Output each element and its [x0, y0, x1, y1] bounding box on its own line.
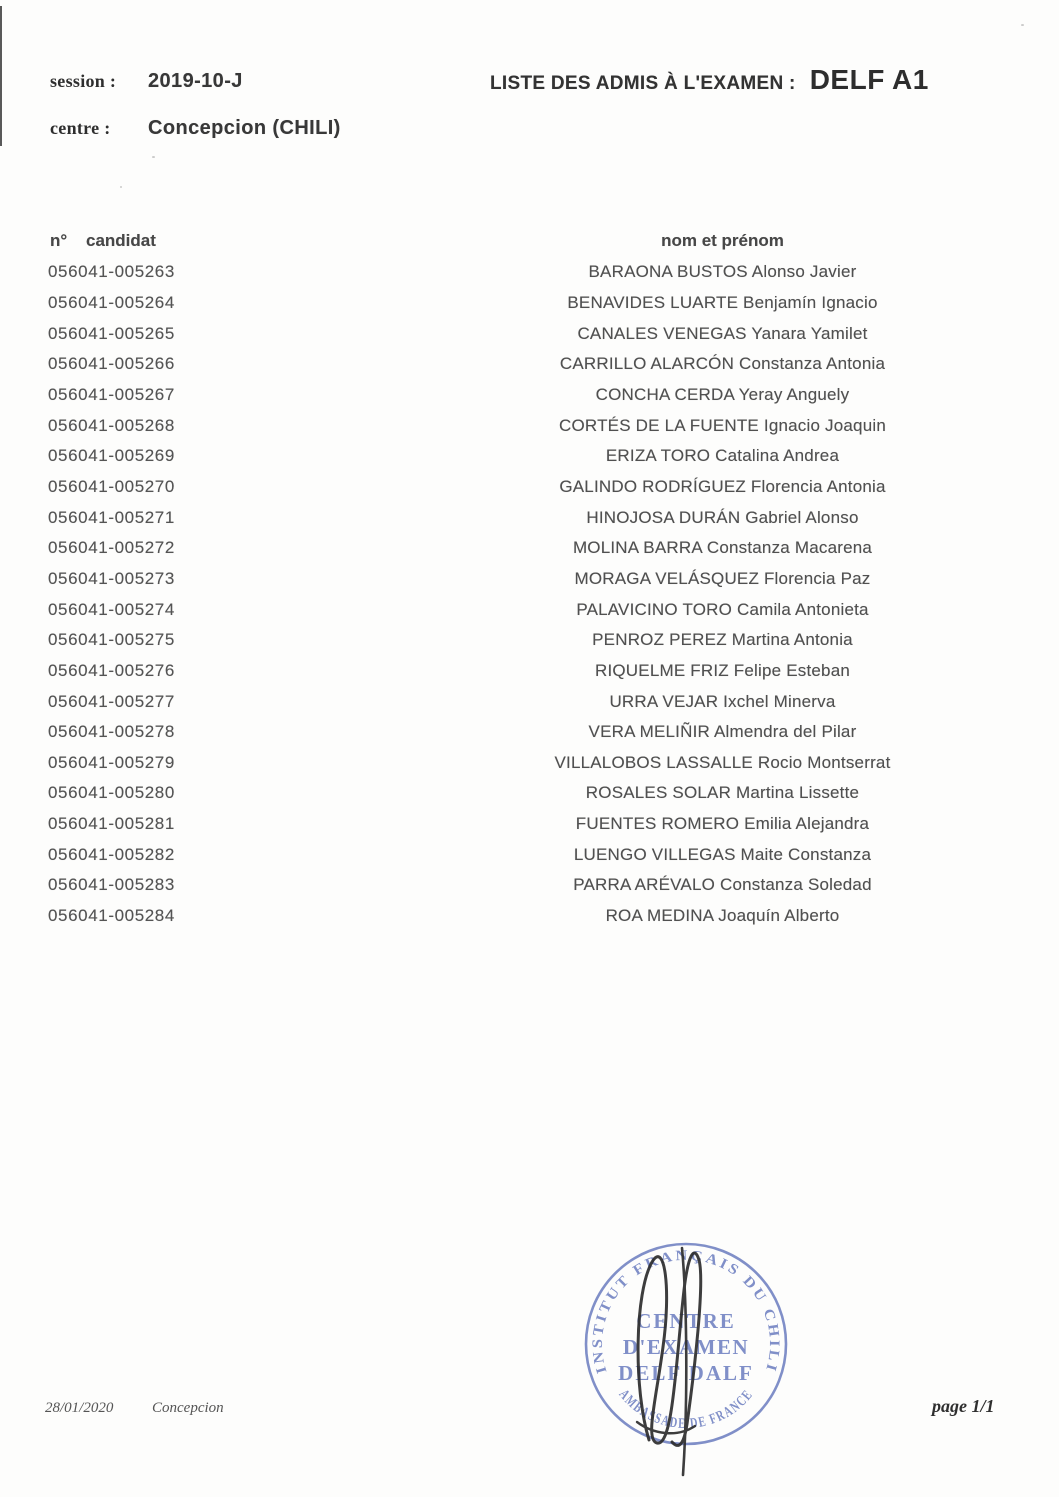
candidate-number: 056041-005280 — [48, 783, 175, 803]
candidate-name: PARRA ARÉVALO Constanza Soledad — [573, 875, 872, 895]
document-title-row — [490, 64, 929, 96]
table-row — [0, 748, 1059, 779]
candidate-name: PENROZ PEREZ Martina Antonia — [592, 630, 853, 650]
table-row — [0, 380, 1059, 411]
table-row — [0, 349, 1059, 380]
candidate-name: VERA MELIÑIR Almendra del Pilar — [588, 722, 857, 742]
candidate-name: ROSALES SOLAR Martina Lissette — [585, 783, 860, 803]
stamp-center-line3: DELF DALF — [618, 1361, 754, 1385]
candidate-number: 056041-005263 — [48, 262, 175, 282]
candidate-name: MORAGA VELÁSQUEZ Florencia Paz — [574, 568, 871, 588]
candidate-name: FUENTES ROMERO Emilia Alejandra — [575, 814, 870, 834]
candidate-number: 056041-005282 — [48, 844, 175, 864]
candidate-number: 056041-005267 — [48, 384, 175, 404]
table-row — [0, 809, 1059, 840]
table-row — [0, 410, 1059, 441]
centre-row — [50, 117, 341, 140]
table-row — [0, 318, 1059, 349]
session-row — [50, 70, 243, 93]
scan-speck — [1021, 24, 1024, 26]
footer-date: 28/01/2020 — [45, 1400, 114, 1416]
column-header-num: n° — [50, 231, 68, 250]
candidate-rows — [0, 257, 1059, 931]
candidate-name: HINOJOSA DURÁN Gabriel Alonso — [586, 507, 859, 527]
table-row — [0, 441, 1059, 472]
candidate-name: CORTÉS DE LA FUENTE Ignacio Joaquin — [559, 415, 886, 435]
candidate-name: BENAVIDES LUARTE Benjamín Ignacio — [567, 292, 878, 312]
centre-label: centre : — [50, 118, 111, 138]
candidate-number: 056041-005283 — [48, 875, 175, 895]
table-row — [0, 625, 1059, 656]
table-row — [0, 564, 1059, 595]
stamp-ring-bottom-text: AMBASSADE DE FRANCE — [615, 1384, 759, 1433]
candidate-number: 056041-005274 — [48, 599, 175, 619]
stamp-ring-top-text: INSTITUT FRANÇAIS DU CHILI — [589, 1247, 783, 1376]
stamp-center-line1: CENTRE — [636, 1309, 736, 1333]
candidate-name: LUENGO VILLEGAS Maite Constanza — [573, 844, 872, 864]
table-row — [0, 656, 1059, 687]
session-label: session : — [50, 71, 117, 91]
candidate-name: ERIZA TORO Catalina Andrea — [605, 446, 840, 466]
table-row — [0, 839, 1059, 870]
candidate-number: 056041-005275 — [48, 630, 175, 650]
candidate-name: GALINDO RODRÍGUEZ Florencia Antonia — [559, 476, 886, 496]
candidate-name: VILLALOBOS LASSALLE Rocio Montserrat — [554, 752, 891, 772]
candidate-number: 056041-005278 — [48, 722, 175, 742]
table-row — [0, 502, 1059, 533]
column-header-name: nom et prénom — [661, 231, 784, 250]
candidate-number: 056041-005277 — [48, 691, 175, 711]
candidate-number: 056041-005273 — [48, 568, 175, 588]
column-header-candidate: candidat — [86, 231, 156, 250]
table-row — [0, 901, 1059, 932]
candidate-number: 056041-005272 — [48, 538, 175, 558]
candidate-name: CANALES VENEGAS Yanara Yamilet — [577, 323, 868, 343]
table-header — [0, 231, 1059, 255]
candidate-number: 056041-005270 — [48, 476, 175, 496]
candidate-name: PALAVICINO TORO Camila Antonieta — [576, 599, 869, 619]
table-row — [0, 778, 1059, 809]
candidate-number: 056041-005281 — [48, 814, 175, 834]
table-row — [0, 717, 1059, 748]
table-row — [0, 472, 1059, 503]
table-row — [0, 533, 1059, 564]
footer-centre: Concepcion — [152, 1400, 224, 1416]
candidate-number: 056041-005266 — [48, 354, 175, 374]
candidate-name: BARAONA BUSTOS Alonso Javier — [588, 262, 857, 282]
candidate-name: MOLINA BARRA Constanza Macarena — [572, 538, 873, 558]
scan-speck — [120, 186, 122, 188]
table-row — [0, 257, 1059, 288]
exam-level: DELF A1 — [809, 64, 929, 95]
scan-speck — [152, 156, 155, 158]
candidate-name: CARRILLO ALARCÓN Constanza Antonia — [559, 354, 886, 374]
candidate-number: 056041-005276 — [48, 660, 175, 680]
table-row — [0, 686, 1059, 717]
candidate-number: 056041-005264 — [48, 292, 175, 312]
footer-page-number: page 1/1 — [932, 1396, 995, 1416]
session-value: 2019-10-J — [148, 70, 243, 92]
official-stamp — [575, 1232, 797, 1477]
candidate-name: CONCHA CERDA Yeray Anguely — [595, 384, 850, 404]
list-title: LISTE DES ADMIS À L'EXAMEN : — [490, 73, 796, 94]
candidate-number: 056041-005268 — [48, 415, 175, 435]
scan-edge-artifact — [0, 6, 2, 146]
stamp-center-line2: D'EXAMEN — [622, 1335, 750, 1359]
candidate-number: 056041-005279 — [48, 752, 175, 772]
candidate-name: ROA MEDINA Joaquín Alberto — [605, 906, 840, 926]
candidate-name: URRA VEJAR Ixchel Minerva — [609, 691, 836, 711]
centre-value: Concepcion (CHILI) — [148, 117, 341, 139]
table-row — [0, 870, 1059, 901]
candidate-number: 056041-005265 — [48, 323, 175, 343]
table-row — [0, 288, 1059, 319]
candidate-number: 056041-005271 — [48, 507, 175, 527]
candidate-number: 056041-005284 — [48, 906, 175, 926]
candidate-name: RIQUELME FRIZ Felipe Esteban — [594, 660, 850, 680]
table-row — [0, 594, 1059, 625]
candidate-number: 056041-005269 — [48, 446, 175, 466]
